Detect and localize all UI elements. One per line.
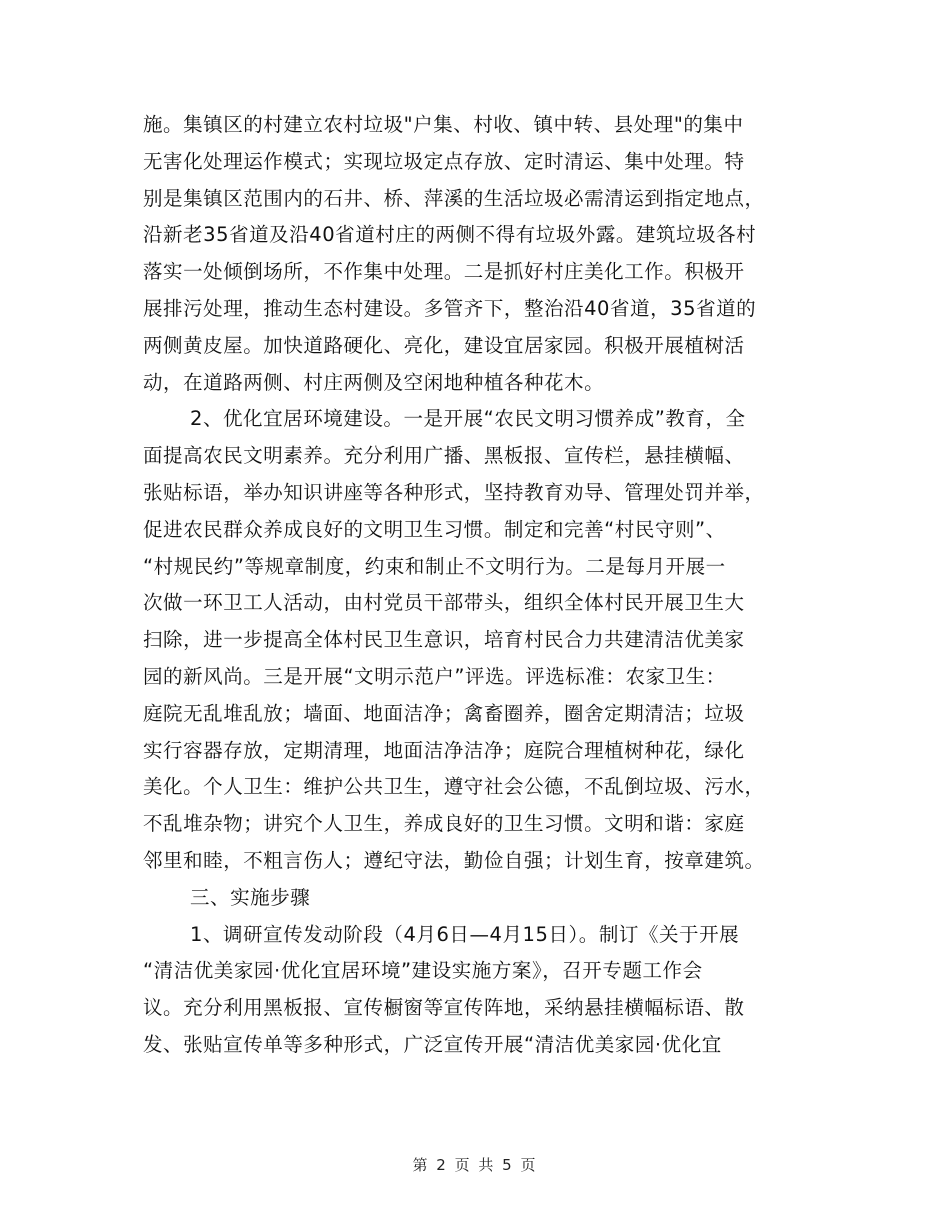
text-line: 促进农民群众养成良好的文明卫生习惯。制定和完善“村民守则”、 xyxy=(143,517,726,541)
text-line: 实行容器存放，定期清理，地面洁净洁净；庭院合理植树种花，绿化 xyxy=(143,738,745,762)
text-line: 发、张贴宣传单等多种形式，广泛宣传开展“清洁优美家园·优化宜 xyxy=(143,1032,722,1056)
text-line: 扫除，进一步提高全体村民卫生意识，培育村民合力共建清洁优美家 xyxy=(143,628,745,652)
text-line: 庭院无乱堆乱放；墙面、地面洁净；禽畜圈养，圈舍定期清洁；垃圾 xyxy=(143,701,745,725)
text-line: 邻里和睦，不粗言伤人；遵纪守法，勤俭自强；计划生育，按章建筑。 xyxy=(143,848,765,872)
body-text xyxy=(143,107,808,1064)
text-line: 次做一环卫工人活动，由村党员干部带头，组织全体村民开展卫生大 xyxy=(143,591,745,615)
paragraph-start-line: 2、优化宜居环境建设。一是开展“农民文明习惯养成”教育，全 xyxy=(190,407,746,431)
text-line: 议。充分利用黑板报、宣传橱窗等宣传阵地，采纳悬挂横幅标语、散 xyxy=(143,996,745,1020)
text-line: 不乱堆杂物；讲究个人卫生，养成良好的卫生习惯。文明和谐：家庭 xyxy=(143,812,745,836)
text-line: 沿新老35省道及沿40省道村庄的两侧不得有垃圾外露。建筑垃圾各村 xyxy=(143,223,757,247)
text-line: 面提高农民文明素养。充分利用广播、黑板报、宣传栏，悬挂横幅、 xyxy=(143,444,745,468)
text-line: 别是集镇区范围内的石井、桥、萍溪的生活垃圾必需清运到指定地点， xyxy=(143,186,765,210)
page-number-footer: 第 2 页 共 5 页 xyxy=(412,1156,538,1174)
text-line: 施。集镇区的村建立农村垃圾"户集、村收、镇中转、县处理"的集中 xyxy=(143,113,744,136)
text-line: 落实一处倾倒场所，不作集中处理。二是抓好村庄美化工作。积极开 xyxy=(143,260,745,284)
text-line: 美化。个人卫生：维护公共卫生，遵守社会公德，不乱倒垃圾、污水， xyxy=(143,775,765,799)
text-line: 张贴标语，举办知识讲座等各种形式，坚持教育劝导、管理处罚并举， xyxy=(143,480,765,504)
text-line: “村规民约”等规章制度，约束和制止不文明行为。二是每月开展一 xyxy=(143,554,726,578)
text-line: 园的新风尚。三是开展“文明示范户”评选。评选标准：农家卫生： xyxy=(143,664,726,688)
text-line: 动，在道路两侧、村庄两侧及空闲地种植各种花木。 xyxy=(143,370,605,394)
text-line: 展排污处理，推动生态村建设。多管齐下，整治沿40省道，35省道的 xyxy=(143,296,757,320)
text-line: 无害化处理运作模式；实现垃圾定点存放、定时清运、集中处理。特 xyxy=(143,149,745,173)
paragraph-start-line: 1、调研宣传发动阶段（4月6日—4月15日）。制订《关于开展 xyxy=(190,922,740,946)
text-line: “清洁优美家园·优化宜居环境”建设实施方案》，召开专题工作会 xyxy=(143,959,703,983)
text-line: 两侧黄皮屋。加快道路硬化、亮化，建设宜居家园。积极开展植树活 xyxy=(143,333,745,357)
section-heading: 三、实施步骤 xyxy=(190,885,311,909)
